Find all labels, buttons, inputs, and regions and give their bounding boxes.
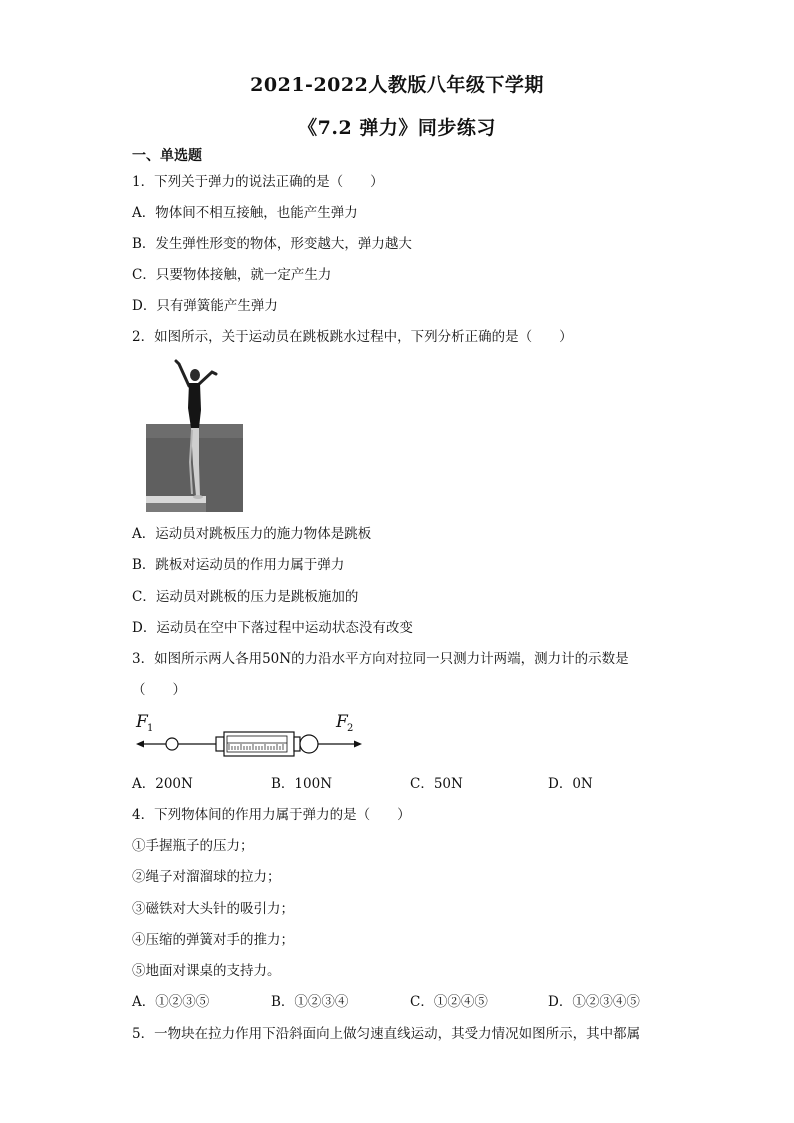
question-1-stem: 1．下列关于弹力的说法正确的是（ ） bbox=[132, 174, 384, 190]
question-3-option-b: B．100N bbox=[271, 776, 333, 792]
question-1-option-d: D．只有弹簧能产生弹力 bbox=[132, 298, 278, 314]
question-4-option-d: D．①②③④⑤ bbox=[548, 994, 640, 1010]
question-3-option-d: D．0N bbox=[548, 776, 593, 792]
question-4-item-5: ⑤地面对课桌的支持力。 bbox=[132, 963, 281, 979]
question-1-option-b: B．发生弹性形变的物体，形变越大，弹力越大 bbox=[132, 236, 412, 252]
spring-scale-diagram bbox=[132, 708, 372, 768]
f2-subscript: 2 bbox=[347, 723, 354, 734]
question-2-option-c: C．运动员对跳板的压力是跳板施加的 bbox=[132, 589, 359, 605]
question-4-option-b: B．①②③④ bbox=[271, 994, 349, 1010]
question-4-item-3: ③磁铁对大头针的吸引力； bbox=[132, 901, 294, 917]
page-subtitle: 《7.2 弹力》同步练习 bbox=[298, 117, 496, 139]
question-3-option-c: C．50N bbox=[410, 776, 463, 792]
question-4-item-1: ①手握瓶子的压力； bbox=[132, 838, 254, 854]
question-1-option-a: A．物体间不相互接触，也能产生弹力 bbox=[132, 205, 358, 221]
question-3-stem-paren: （ ） bbox=[132, 682, 186, 698]
question-4-option-c: C．①②④⑤ bbox=[410, 994, 488, 1010]
question-2-option-d: D．运动员在空中下落过程中运动状态没有改变 bbox=[132, 620, 413, 636]
section-heading: 一、单选题 bbox=[132, 148, 202, 164]
page-title: 2021-2022人教版八年级下学期 bbox=[250, 74, 544, 96]
question-4-option-a: A．①②③⑤ bbox=[132, 994, 210, 1010]
question-4-stem: 4．下列物体间的作用力属于弹力的是（ ） bbox=[132, 807, 411, 823]
question-2-option-b: B．跳板对运动员的作用力属于弹力 bbox=[132, 557, 345, 573]
diver-photo bbox=[146, 358, 243, 512]
question-2-option-a: A．运动员对跳板压力的施力物体是跳板 bbox=[132, 526, 372, 542]
f1-subscript: 1 bbox=[147, 723, 154, 734]
question-4-item-2: ②绳子对溜溜球的拉力； bbox=[132, 869, 281, 885]
question-3-option-a: A．200N bbox=[132, 776, 193, 792]
question-3-stem: 3．如图所示两人各用50N的力沿水平方向对拉同一只测力计两端，测力计的示数是 bbox=[132, 651, 629, 667]
f1-label: F bbox=[136, 712, 148, 732]
question-5-stem: 5．一物块在拉力作用下沿斜面向上做匀速直线运动，其受力情况如图所示，其中都属 bbox=[132, 1026, 641, 1042]
question-1-option-c: C．只要物体接触，就一定产生力 bbox=[132, 267, 332, 283]
question-4-item-4: ④压缩的弹簧对手的推力； bbox=[132, 932, 294, 948]
question-2-stem: 2．如图所示，关于运动员在跳板跳水过程中，下列分析正确的是（ ） bbox=[132, 329, 573, 345]
f2-label: F bbox=[336, 712, 348, 732]
